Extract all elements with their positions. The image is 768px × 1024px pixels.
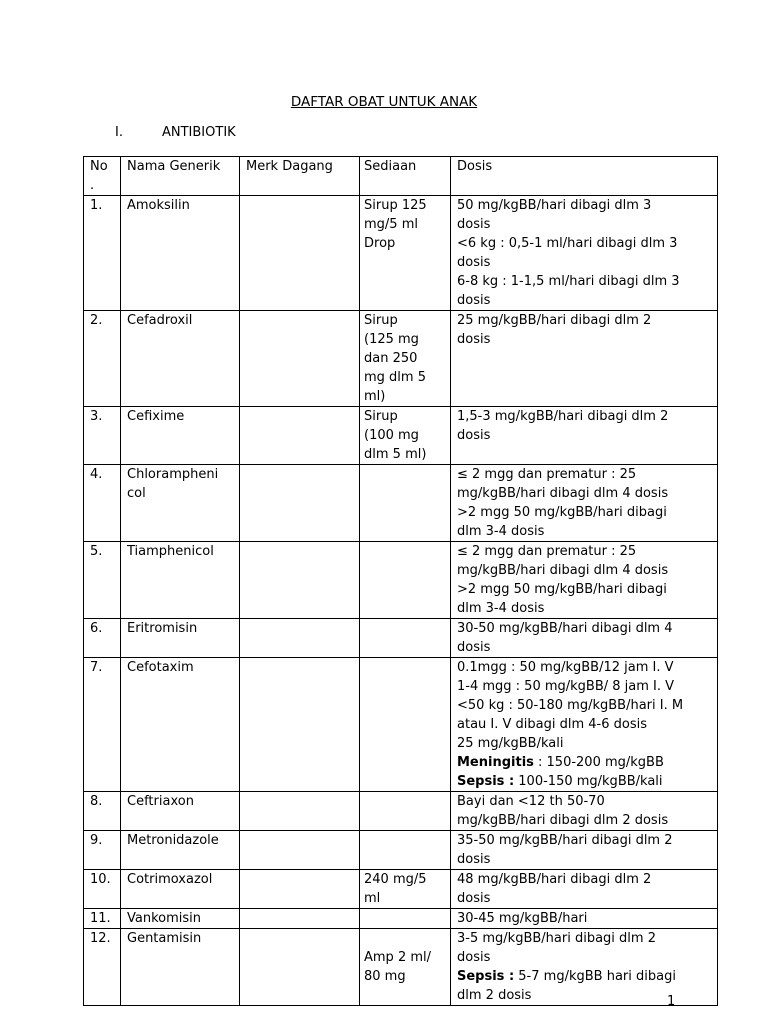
row-number: 10. bbox=[84, 870, 121, 909]
dosage bbox=[451, 658, 718, 792]
row-number: 3. bbox=[84, 407, 121, 465]
dosage-line bbox=[457, 734, 713, 753]
dosage-text: 1,5-3 mg/kgBB/hari dibagi dlm 2 dosis bbox=[457, 409, 669, 443]
dosage-text: 1-4 mgg : 50 mg/kgBB/ 8 jam I. V bbox=[457, 679, 675, 694]
dosage-text: 25 mg/kgBB/hari dibagi dlm 2 dosis bbox=[457, 313, 652, 347]
header-no: No . bbox=[84, 157, 121, 196]
generic-name: Eritromisin bbox=[121, 619, 240, 658]
table-row bbox=[84, 870, 718, 909]
brand-name bbox=[240, 311, 360, 407]
dosage-line bbox=[457, 465, 713, 503]
row-number: 6. bbox=[84, 619, 121, 658]
drug-table bbox=[83, 156, 718, 1006]
generic-name: Vankomisin bbox=[121, 909, 240, 929]
row-number: 8. bbox=[84, 792, 121, 831]
section-number: I. bbox=[115, 125, 123, 140]
dosage-text: ≤ 2 mgg dan prematur : 25 mg/kgBB/hari dibagi dlm 4 dosis bbox=[457, 467, 669, 501]
dosage-line bbox=[457, 909, 713, 928]
brand-name bbox=[240, 465, 360, 542]
generic-name: Metronidazole bbox=[121, 831, 240, 870]
section-heading bbox=[115, 123, 236, 142]
dosage-label: Sepsis : bbox=[457, 969, 515, 984]
row-number: 5. bbox=[84, 542, 121, 619]
dosage-line bbox=[457, 619, 713, 657]
brand-name bbox=[240, 909, 360, 929]
preparation: Amp 2 ml/ 80 mg bbox=[360, 929, 451, 1006]
generic-name: Gentamisin bbox=[121, 929, 240, 1006]
table-row bbox=[84, 929, 718, 1006]
preparation bbox=[360, 909, 451, 929]
dosage-text: <50 kg : 50-180 mg/kgBB/hari I. M atau I. V dibagi dlm 4-6 dosis bbox=[457, 698, 684, 732]
dosage bbox=[451, 311, 718, 407]
page-number: 1 bbox=[667, 994, 676, 1009]
dosage-text: 50 mg/kgBB/hari dibagi dlm 3 dosis bbox=[457, 198, 652, 232]
dosage bbox=[451, 831, 718, 870]
generic-name: Amoksilin bbox=[121, 196, 240, 311]
header-brand-name: Merk Dagang bbox=[240, 157, 360, 196]
preparation: 240 mg/5 ml bbox=[360, 870, 451, 909]
dosage bbox=[451, 792, 718, 831]
brand-name bbox=[240, 196, 360, 311]
dosage-line bbox=[457, 407, 713, 445]
preparation bbox=[360, 465, 451, 542]
dosage-text: : 150-200 mg/kgBB bbox=[533, 755, 664, 770]
dosage-line bbox=[457, 792, 713, 830]
section-label: ANTIBIOTIK bbox=[162, 125, 236, 140]
document-title: DAFTAR OBAT UNTUK ANAK bbox=[290, 94, 478, 110]
preparation bbox=[360, 658, 451, 792]
dosage-text: 25 mg/kgBB/kali bbox=[457, 736, 564, 751]
preparation: Sirup 125 mg/5 ml Drop bbox=[360, 196, 451, 311]
dosage bbox=[451, 196, 718, 311]
header-generic-name: Nama Generik bbox=[121, 157, 240, 196]
row-number: 4. bbox=[84, 465, 121, 542]
dosage-text: 6-8 kg : 1-1,5 ml/hari dibagi dlm 3 dosis bbox=[457, 274, 680, 308]
table-row bbox=[84, 465, 718, 542]
dosage-line bbox=[457, 870, 713, 908]
table-row bbox=[84, 619, 718, 658]
row-number: 7. bbox=[84, 658, 121, 792]
dosage-label: Meningitis bbox=[457, 755, 534, 770]
dosage-line bbox=[457, 580, 713, 618]
generic-name: Tiamphenicol bbox=[121, 542, 240, 619]
dosage-text: 35-50 mg/kgBB/hari dibagi dlm 2 dosis bbox=[457, 833, 673, 867]
brand-name bbox=[240, 619, 360, 658]
dosage-text: >2 mgg 50 mg/kgBB/hari dibagi dlm 3-4 dosis bbox=[457, 505, 667, 539]
dosage bbox=[451, 870, 718, 909]
table-row bbox=[84, 311, 718, 407]
dosage-text: 0.1mgg : 50 mg/kgBB/12 jam I. V bbox=[457, 660, 674, 675]
preparation bbox=[360, 792, 451, 831]
brand-name bbox=[240, 870, 360, 909]
brand-name bbox=[240, 658, 360, 792]
brand-name bbox=[240, 792, 360, 831]
dosage-line bbox=[457, 831, 713, 869]
brand-name bbox=[240, 407, 360, 465]
preparation bbox=[360, 831, 451, 870]
preparation: Sirup (100 mg dlm 5 ml) bbox=[360, 407, 451, 465]
dosage-line bbox=[457, 196, 713, 234]
dosage-line bbox=[457, 696, 713, 734]
dosage-text: <6 kg : 0,5-1 ml/hari dibagi dlm 3 dosis bbox=[457, 236, 678, 270]
brand-name bbox=[240, 929, 360, 1006]
generic-name: Ceftriaxon bbox=[121, 792, 240, 831]
table-row bbox=[84, 196, 718, 311]
header-dosage: Dosis bbox=[451, 157, 718, 196]
preparation bbox=[360, 619, 451, 658]
dosage-text: ≤ 2 mgg dan prematur : 25 mg/kgBB/hari dibagi dlm 4 dosis bbox=[457, 544, 669, 578]
table-header-row bbox=[84, 157, 718, 196]
brand-name bbox=[240, 831, 360, 870]
dosage-text: >2 mgg 50 mg/kgBB/hari dibagi dlm 3-4 dosis bbox=[457, 582, 667, 616]
header-preparation: Sediaan bbox=[360, 157, 451, 196]
dosage-line bbox=[457, 677, 713, 696]
table-row bbox=[84, 909, 718, 929]
dosage-label: Sepsis : bbox=[457, 774, 515, 789]
preparation bbox=[360, 542, 451, 619]
row-number: 12. bbox=[84, 929, 121, 1006]
table-row bbox=[84, 407, 718, 465]
dosage-line bbox=[457, 272, 713, 310]
row-number: 9. bbox=[84, 831, 121, 870]
generic-name: Cotrimoxazol bbox=[121, 870, 240, 909]
dosage-line bbox=[457, 503, 713, 541]
dosage bbox=[451, 909, 718, 929]
dosage-text: 48 mg/kgBB/hari dibagi dlm 2 dosis bbox=[457, 872, 652, 906]
dosage bbox=[451, 929, 718, 1006]
generic-name: Cefotaxim bbox=[121, 658, 240, 792]
generic-name: Cefixime bbox=[121, 407, 240, 465]
dosage-text: Bayi dan <12 th 50-70 mg/kgBB/hari dibagi dlm 2 dosis bbox=[457, 794, 669, 828]
row-number: 11. bbox=[84, 909, 121, 929]
brand-name bbox=[240, 542, 360, 619]
dosage-line bbox=[457, 929, 713, 967]
dosage-text: 30-50 mg/kgBB/hari dibagi dlm 4 dosis bbox=[457, 621, 673, 655]
generic-name: Chlorampheni col bbox=[121, 465, 240, 542]
dosage-text: 5-7 mg/kgBB hari dibagi dlm 2 dosis bbox=[457, 969, 676, 1003]
dosage-text: 100-150 mg/kgBB/kali bbox=[514, 774, 663, 789]
dosage bbox=[451, 407, 718, 465]
table-row bbox=[84, 542, 718, 619]
dosage-text: 3-5 mg/kgBB/hari dibagi dlm 2 dosis bbox=[457, 931, 656, 965]
row-number: 2. bbox=[84, 311, 121, 407]
table-row bbox=[84, 831, 718, 870]
preparation: Sirup (125 mg dan 250 mg dlm 5 ml) bbox=[360, 311, 451, 407]
dosage-line bbox=[457, 658, 713, 677]
row-number: 1. bbox=[84, 196, 121, 311]
table-row bbox=[84, 658, 718, 792]
generic-name: Cefadroxil bbox=[121, 311, 240, 407]
dosage-text: 30-45 mg/kgBB/hari bbox=[457, 911, 588, 926]
dosage-line bbox=[457, 772, 713, 791]
dosage-line bbox=[457, 753, 713, 772]
dosage bbox=[451, 542, 718, 619]
dosage-line bbox=[457, 311, 713, 349]
dosage-line bbox=[457, 542, 713, 580]
dosage bbox=[451, 619, 718, 658]
dosage-line bbox=[457, 234, 713, 272]
table-row bbox=[84, 792, 718, 831]
dosage bbox=[451, 465, 718, 542]
